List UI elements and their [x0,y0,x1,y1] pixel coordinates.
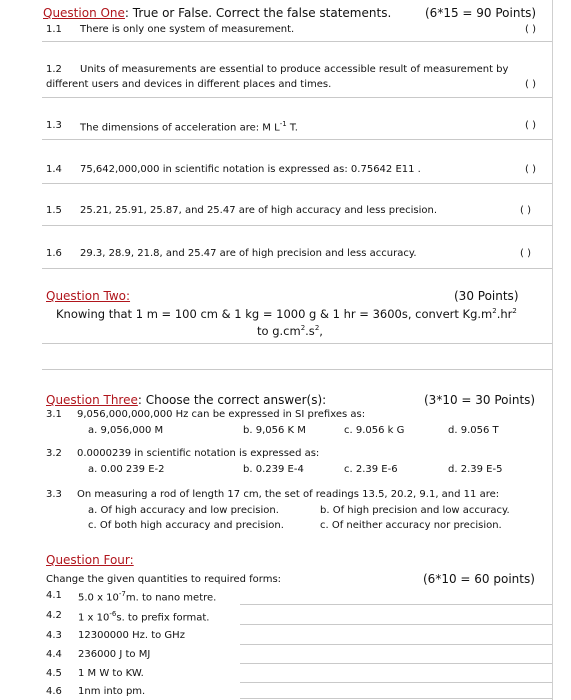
q4-intro: Change the given quantities to required forms: [46,574,282,585]
q3-item-1-option-c[interactable]: c. 9.056 k G [344,425,405,436]
q2-exp: 2 [492,307,497,316]
q3-item-3-option-d[interactable]: c. Of neither accuracy nor precision. [320,520,502,531]
answer-line [42,343,552,344]
q3-item-2-num: 3.2 [46,448,62,459]
q2-question-line2 [257,324,323,338]
answer-line [42,41,552,42]
q1-title-rest: : True or False. Correct the false statements. [124,6,392,20]
q4-item-3-text: 12300000 Hz. to GHz [78,630,185,641]
q4-exp: -6 [109,610,117,618]
q4-item-4-num: 4.4 [46,649,62,660]
q3-item-1-num: 3.1 [46,409,62,420]
q1-item-1-mark[interactable]: ( ) [525,24,536,35]
q3-item-3-option-c[interactable]: c. Of both high accuracy and precision. [88,520,284,531]
q1-item-4-text: 75,642,000,000 in scientific notation is expressed as: 0.75642 E11 . [80,164,421,175]
answer-line [240,604,552,605]
page-edge [552,0,553,700]
q3-title: Question Three [46,393,138,407]
q2-points: (30 Points) [454,289,519,303]
q1-item-1-num: 1.1 [46,24,62,35]
q3-item-2-text: 0.0000239 in scientific notation is expressed as: [77,448,320,459]
q1-item-6-mark[interactable]: ( ) [520,248,531,259]
q1-item-6-num: 1.6 [46,248,62,259]
q3-item-1-option-d[interactable]: d. 9.056 T [448,425,499,436]
q1-item-5-mark[interactable]: ( ) [520,205,531,216]
q3-item-2-option-c[interactable]: c. 2.39 E-6 [344,464,398,475]
answer-line [240,624,552,625]
q4-item-1-text [78,590,216,603]
q1-title: Question One [43,6,125,20]
answer-line [240,663,552,664]
q1-item-3-label: The dimensions of acceleration are: [80,122,260,134]
dimension-time: T. [286,122,298,134]
q2-line2-text2: .s [305,324,315,338]
q3-item-2-option-d[interactable]: d. 2.39 E-5 [448,464,503,475]
q4-item-1-value: 5.0 x 10 [78,592,119,604]
q4-item-5-num: 4.5 [46,668,62,679]
answer-line [240,682,552,683]
q4-exp: -7 [118,590,126,598]
q1-item-6-text: 29.3, 28.9, 21.8, and 25.47 are of high precision and less accuracy. [80,248,417,259]
answer-line [42,97,552,98]
dimension-exponent: -1 [279,120,287,128]
answer-line [42,225,552,226]
q3-item-1-text: 9,056,000,000,000 Hz can be expressed in SI prefixes as: [77,409,366,420]
q4-item-6-text: 1nm into pm. [78,686,146,697]
answer-line [240,698,552,699]
q4-item-2-num: 4.2 [46,610,62,621]
q1-item-4-num: 1.4 [46,164,62,175]
q1-item-4-mark[interactable]: ( ) [525,164,536,175]
q4-points: (6*10 = 60 points) [423,572,535,586]
q2-line1-text2: .hr [496,307,513,321]
q3-item-3-text: On measuring a rod of length 17 cm, the set of readings 13.5, 20.2, 9.1, and 11 are: [77,489,500,500]
q3-item-2-option-a[interactable]: a. 0.00 239 E-2 [88,464,165,475]
answer-line [42,183,552,184]
q4-item-2-target: s. to prefix format. [116,612,210,624]
q1-heading [43,6,391,20]
q1-points: (6*15 = 90 Points) [425,6,537,20]
dimension-formula: M L [262,122,280,134]
q2-line2-text: to g.cm [257,324,301,338]
q2-exp: 2 [512,307,517,316]
q3-item-2-option-b[interactable]: b. 0.239 E-4 [243,464,304,475]
q1-item-5-text: 25.21, 25.91, 25.87, and 25.47 are of high accuracy and less precision. [80,205,438,216]
q1-item-5-num: 1.5 [46,205,62,216]
q4-item-1-target: m. to nano metre. [125,592,217,604]
q4-item-5-text: 1 M W to KW. [78,668,144,679]
q4-item-1-num: 4.1 [46,590,62,601]
q4-item-4-text: 236000 J to MJ [78,649,151,660]
answer-line [42,139,552,140]
q4-item-2-value: 1 x 10 [78,612,110,624]
answer-line [42,268,552,269]
q3-item-1-option-b[interactable]: b. 9,056 K M [243,425,306,436]
q3-item-3-num: 3.3 [46,489,62,500]
q3-item-3-option-b[interactable]: b. Of high precision and low accuracy. [320,505,510,516]
q1-item-2-mark[interactable]: ( ) [525,79,536,90]
q4-item-2-text [78,610,209,623]
q1-item-2-num: 1.2 [46,64,62,75]
q4-item-3-num: 4.3 [46,630,62,641]
q1-item-2-text-line2: different users and devices in different places and times. [46,79,332,90]
q2-question-line1 [56,307,517,321]
q1-item-2-text-line1: Units of measurements are essential to produce accessible result of measurement by [80,64,509,75]
q2-exp: 2 [314,324,320,333]
q3-item-3-option-a[interactable]: a. Of high accuracy and low precision. [88,505,279,516]
q3-title-rest: : Choose the correct answer(s): [137,393,327,407]
q3-points: (3*10 = 30 Points) [424,393,536,407]
q1-item-3-text [80,120,298,133]
q2-title: Question Two: [46,289,131,303]
q1-item-3-mark[interactable]: ( ) [525,120,536,131]
q3-item-1-option-a[interactable]: a. 9,056,000 M [88,425,164,436]
q1-item-1-text: There is only one system of measurement. [80,24,295,35]
q2-comma: , [319,324,323,338]
q2-line1-text: Knowing that 1 m = 100 cm & 1 kg = 1000 g & 1 hr = 3600s, convert Kg.m [56,307,493,321]
q4-item-6-num: 4.6 [46,686,62,697]
answer-line [42,369,552,370]
q3-heading [46,393,326,407]
answer-line [240,644,552,645]
q1-item-3-num: 1.3 [46,120,62,131]
q4-title: Question Four: [46,553,134,567]
q2-exp: 2 [300,324,306,333]
